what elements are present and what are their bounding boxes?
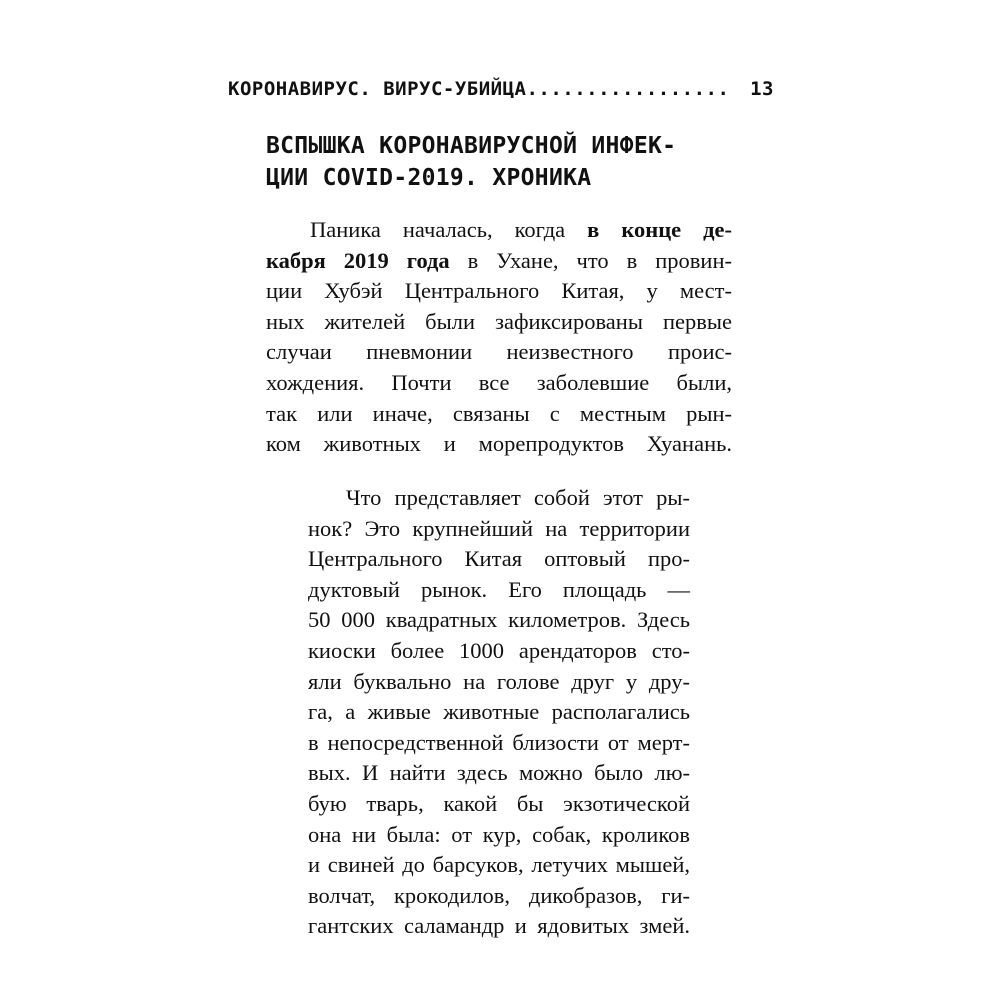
bold-text-run: кабря 2019 года	[266, 247, 450, 273]
text-run: в Ухане, что в провин-	[449, 247, 732, 273]
bold-text-run: в конце де-	[587, 217, 732, 242]
paragraph-line: так или иначе, связаны с местным рын-	[266, 400, 732, 426]
running-header	[228, 78, 774, 100]
paragraph-line: 50 000 квадратных километров. Здесь	[308, 607, 690, 633]
paragraph-line	[266, 215, 732, 246]
paragraph-line: Что представляет собой этот ры-	[346, 485, 690, 510]
running-title: КОРОНАВИРУС. ВИРУС-УБИЙЦА.................	[228, 78, 730, 100]
page-number: 13	[750, 78, 774, 100]
paragraph-line: хождения. Почти все заболевшие были,	[266, 369, 732, 395]
paragraph-line: бую тварь, какой бы экзотической	[308, 790, 690, 816]
paragraph-line: и свиней до барсуков, летучих мышей,	[308, 852, 690, 878]
paragraph-line: волчат, крокодилов, дикобразов, ги-	[308, 882, 690, 908]
section-heading	[266, 130, 746, 194]
paragraph-line: киоски более 1000 арендаторов сто-	[308, 637, 690, 663]
heading-line: ЦИИ COVID-2019. ХРОНИКА	[266, 165, 592, 191]
heading-line: ВСПЫШКА КОРОНАВИРУСНОЙ ИНФЕК-	[266, 133, 677, 159]
paragraph-line	[266, 246, 732, 277]
paragraph-line: нок? Это крупнейший на территории	[308, 515, 690, 541]
paragraph-line: случаи пневмонии неизвестного проис-	[266, 339, 732, 365]
paragraph-line: она ни была: от кур, собак, кроликов	[308, 821, 690, 847]
paragraph-line: га, а живые животные располагались	[308, 699, 690, 725]
paragraph-line: вых. И найти здесь можно было лю-	[308, 760, 690, 786]
paragraph-intro	[266, 215, 732, 460]
paragraph-line: ных жителей были зафиксированы первые	[266, 308, 732, 334]
paragraph-market	[308, 483, 690, 942]
paragraph-line: в непосредственной близости от мерт-	[308, 729, 690, 755]
paragraph-line: ции Хубэй Центрального Китая, у мест-	[266, 278, 732, 304]
paragraph-line: дуктовый рынок. Его площадь —	[308, 576, 690, 602]
paragraph-line: ком животных и морепродуктов Хуанань.	[266, 431, 732, 457]
text-run: Паника началась, когда	[310, 217, 588, 242]
paragraph-line: Центрального Китая оптовый про-	[308, 546, 690, 572]
paragraph-line: гантских саламандр и ядовитых змей.	[308, 913, 690, 939]
paragraph-line: яли буквально на голове друг у дру-	[308, 668, 690, 694]
